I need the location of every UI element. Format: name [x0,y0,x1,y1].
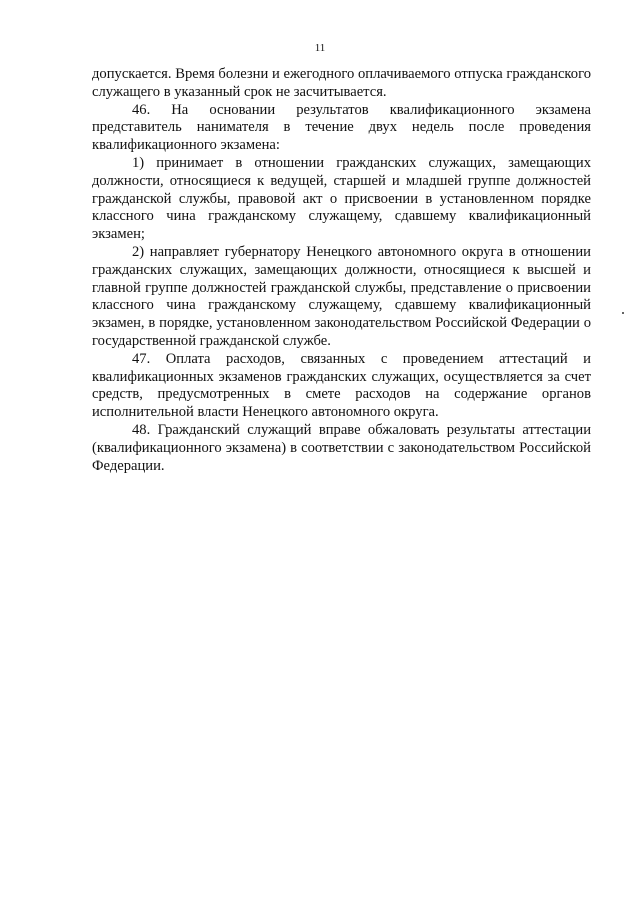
document-body [92,66,591,475]
paragraph-47: 47. Оплата расходов, связанных с проведением аттестаций и квалификационных экзаменов гражданских служащих, осуществляется за счет средств, предусмотренных в смете расходов на содержание органов исполнительной власти Ненецкого автономного округа. [92,350,591,421]
paragraph-46-item-2: 2) направляет губернатору Ненецкого автономного округа в отношении гражданских служащих, замещающих должности, относящиеся к высшей и главной группе должностей гражданской службы, представление о присвоении классного чина гражданскому служащему, сдавшему квалификационный экзамен, в порядке, установленном законодательством Российской Федерации о государственной гражданской службе. [92,243,591,349]
paragraph-46-item-1: 1) принимает в отношении гражданских служащих, замещающих должности, относящиеся к ведущей, старшей и младшей группе должностей гражданской службы, правовой акт о присвоении в установленном порядке классного чина гражданскому служащему, сдавшему квалификационный экзамен; [92,154,591,243]
paragraph-continuation: допускается. Время болезни и ежегодного оплачиваемого отпуска гражданского служащего в указанный срок не засчитывается. [92,66,591,100]
scan-speck [622,312,624,314]
paragraph-46: 46. На основании результатов квалификационного экзамена представитель нанимателя в течение двух недель после проведения квалификационного экзамена: [92,101,591,154]
paragraph-48: 48. Гражданский служащий вправе обжаловать результаты аттестации (квалификационного экзамена) в соответствии с законодательством Российской Федерации. [92,421,591,474]
page-number: 11 [314,42,326,54]
